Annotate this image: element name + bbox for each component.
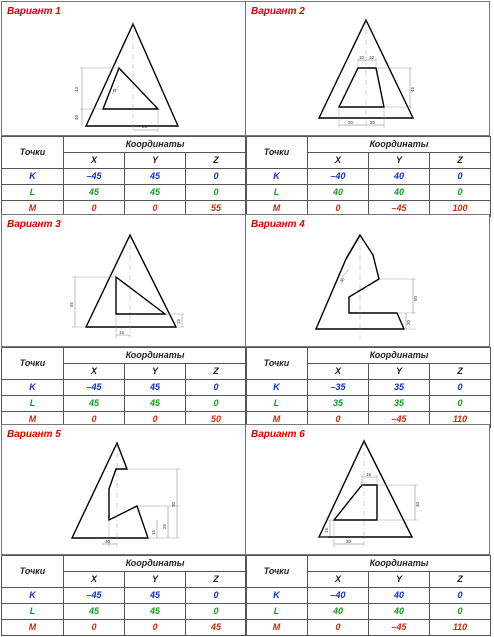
dim-10a: 10 bbox=[359, 55, 365, 60]
point-k-y: 40 bbox=[369, 169, 430, 185]
z-header: Z bbox=[430, 572, 491, 588]
point-k-x: –40 bbox=[308, 169, 369, 185]
point-l-x: 40 bbox=[308, 185, 369, 201]
dim-15b: 15 bbox=[324, 527, 329, 533]
z-header: Z bbox=[186, 153, 247, 169]
point-m-label: M bbox=[2, 201, 64, 217]
point-l-x: 45 bbox=[64, 396, 125, 412]
y-header: Y bbox=[369, 153, 430, 169]
point-k-label: K bbox=[2, 380, 64, 396]
point-l-y: 40 bbox=[369, 604, 430, 620]
points-header: Точки bbox=[246, 137, 308, 169]
outer-triangle bbox=[86, 24, 178, 126]
point-m-label: M bbox=[2, 412, 64, 428]
coords-header: Координаты bbox=[308, 348, 491, 364]
point-l-label: L bbox=[2, 396, 64, 412]
x-header: X bbox=[308, 572, 369, 588]
point-k-x: –40 bbox=[308, 588, 369, 604]
point-l-z: 0 bbox=[186, 185, 247, 201]
point-m-y: 0 bbox=[125, 412, 186, 428]
dim-30: 30 bbox=[74, 114, 79, 120]
variant-5-drawing bbox=[2, 425, 247, 556]
page bbox=[1, 1, 490, 635]
variant-2-title: Вариант 2 bbox=[251, 6, 305, 17]
dim-15b: 15 bbox=[176, 318, 181, 324]
coords-header: Координаты bbox=[64, 137, 247, 153]
x-header: X bbox=[64, 572, 125, 588]
point-m-z: 55 bbox=[186, 201, 247, 217]
dim-10b: 10 bbox=[369, 55, 375, 60]
point-l-y: 45 bbox=[125, 185, 186, 201]
outer-shape bbox=[72, 443, 148, 538]
dim-55: 55 bbox=[69, 301, 74, 307]
point-l-y: 45 bbox=[125, 604, 186, 620]
point-k-y: 35 bbox=[369, 380, 430, 396]
points-header: Точки bbox=[2, 556, 64, 588]
x-header: X bbox=[64, 153, 125, 169]
dim-20a: 20 bbox=[348, 120, 354, 125]
variant-2-coords-table bbox=[245, 136, 491, 217]
point-k-y: 40 bbox=[369, 588, 430, 604]
point-l-y: 40 bbox=[369, 185, 430, 201]
point-k-z: 0 bbox=[186, 169, 247, 185]
z-header: Z bbox=[186, 572, 247, 588]
point-k-label: K bbox=[2, 169, 64, 185]
variant-5-coords-table bbox=[1, 555, 247, 636]
y-header: Y bbox=[125, 572, 186, 588]
variant-4-drawing-cell bbox=[245, 214, 490, 347]
variant-6-coords-table bbox=[245, 555, 491, 636]
point-k-y: 45 bbox=[125, 588, 186, 604]
point-m-label: M bbox=[2, 620, 64, 636]
z-header: Z bbox=[430, 364, 491, 380]
variant-3-drawing-cell bbox=[1, 214, 246, 347]
z-header: Z bbox=[430, 153, 491, 169]
point-m-x: 0 bbox=[64, 412, 125, 428]
dim-45: 45 bbox=[410, 86, 415, 92]
point-k-x: –35 bbox=[308, 380, 369, 396]
point-l-z: 0 bbox=[430, 185, 491, 201]
coords-header: Координаты bbox=[308, 137, 491, 153]
point-m-y: –45 bbox=[369, 620, 430, 636]
coords-header: Координаты bbox=[64, 556, 247, 572]
dim-25: 25 bbox=[142, 124, 148, 129]
point-m-x: 0 bbox=[308, 201, 369, 217]
point-k-y: 45 bbox=[125, 169, 186, 185]
y-header: Y bbox=[125, 364, 186, 380]
point-m-x: 0 bbox=[308, 412, 369, 428]
point-m-z: 45 bbox=[186, 620, 247, 636]
points-header: Точки bbox=[246, 348, 308, 380]
point-m-y: –45 bbox=[369, 201, 430, 217]
point-l-label: L bbox=[246, 185, 308, 201]
point-k-label: K bbox=[246, 588, 308, 604]
point-m-y: 0 bbox=[125, 620, 186, 636]
point-l-x: 35 bbox=[308, 396, 369, 412]
point-l-y: 35 bbox=[369, 396, 430, 412]
variant-3-coords-table bbox=[1, 347, 247, 428]
dim-25: 25 bbox=[162, 523, 167, 529]
variant-4-drawing bbox=[246, 215, 491, 348]
point-k-label: K bbox=[2, 588, 64, 604]
point-k-z: 0 bbox=[186, 588, 247, 604]
point-l-label: L bbox=[2, 604, 64, 620]
point-k-z: 0 bbox=[430, 169, 491, 185]
dim-30: 30 bbox=[346, 539, 352, 544]
dim-20b: 20 bbox=[370, 120, 376, 125]
inner-triangle bbox=[116, 277, 165, 314]
coords-header: Координаты bbox=[64, 348, 247, 364]
point-m-z: 50 bbox=[186, 412, 247, 428]
outer-triangle bbox=[319, 441, 412, 537]
dim-r: R bbox=[113, 88, 117, 93]
point-m-x: 0 bbox=[64, 620, 125, 636]
point-m-label: M bbox=[246, 620, 308, 636]
point-l-z: 0 bbox=[430, 396, 491, 412]
variant-1-coords-table bbox=[1, 136, 247, 217]
variant-1-title: Вариант 1 bbox=[7, 6, 61, 17]
outer-triangle bbox=[86, 235, 176, 327]
variant-4-title: Вариант 4 bbox=[251, 219, 305, 230]
z-header: Z bbox=[186, 364, 247, 380]
point-m-z: 100 bbox=[430, 201, 491, 217]
point-k-x: –45 bbox=[64, 588, 125, 604]
point-m-label: M bbox=[246, 412, 308, 428]
point-l-x: 45 bbox=[64, 185, 125, 201]
point-k-label: K bbox=[246, 169, 308, 185]
point-m-z: 110 bbox=[430, 620, 491, 636]
point-l-y: 45 bbox=[125, 396, 186, 412]
points-header: Точки bbox=[246, 556, 308, 588]
point-m-x: 0 bbox=[64, 201, 125, 217]
coords-header: Координаты bbox=[308, 556, 491, 572]
variant-4-coords-table bbox=[245, 347, 491, 428]
point-l-label: L bbox=[246, 396, 308, 412]
variant-3-drawing bbox=[2, 215, 247, 348]
point-l-z: 0 bbox=[186, 604, 247, 620]
dim-50: 50 bbox=[413, 295, 418, 301]
point-l-label: L bbox=[246, 604, 308, 620]
x-header: X bbox=[308, 364, 369, 380]
point-l-x: 40 bbox=[308, 604, 369, 620]
variant-2-drawing-cell bbox=[245, 1, 490, 136]
point-k-label: K bbox=[246, 380, 308, 396]
dim-40: 40 bbox=[415, 501, 420, 507]
point-l-z: 0 bbox=[430, 604, 491, 620]
variant-3-title: Вариант 3 bbox=[7, 219, 61, 230]
variant-6-drawing-cell bbox=[245, 424, 490, 555]
x-header: X bbox=[308, 153, 369, 169]
dim-43: 43 bbox=[74, 86, 79, 92]
point-k-z: 0 bbox=[430, 380, 491, 396]
point-l-label: L bbox=[2, 185, 64, 201]
point-m-y: –45 bbox=[369, 412, 430, 428]
point-m-label: M bbox=[246, 201, 308, 217]
variant-2-drawing bbox=[246, 2, 491, 137]
point-l-z: 0 bbox=[186, 396, 247, 412]
point-k-x: –45 bbox=[64, 380, 125, 396]
point-k-z: 0 bbox=[430, 588, 491, 604]
dim-30b: 30 bbox=[105, 539, 111, 544]
point-k-x: –45 bbox=[64, 169, 125, 185]
point-k-z: 0 bbox=[186, 380, 247, 396]
point-m-z: 110 bbox=[430, 412, 491, 428]
point-k-y: 45 bbox=[125, 380, 186, 396]
variant-1-drawing-cell bbox=[1, 1, 246, 136]
dim-15a: 15 bbox=[366, 472, 372, 477]
variant-6-title: Вариант 6 bbox=[251, 429, 305, 440]
dim-15a: 15 bbox=[119, 330, 125, 335]
point-m-x: 0 bbox=[308, 620, 369, 636]
dim-15: 15 bbox=[151, 529, 156, 535]
dim-20: 20 bbox=[406, 319, 411, 325]
variant-5-drawing-cell bbox=[1, 424, 246, 555]
points-header: Точки bbox=[2, 348, 64, 380]
dim-30a: 30 bbox=[171, 501, 176, 507]
y-header: Y bbox=[369, 572, 430, 588]
inner-trapezoid bbox=[339, 68, 384, 107]
point-m-y: 0 bbox=[125, 201, 186, 217]
x-header: X bbox=[64, 364, 125, 380]
point-l-x: 45 bbox=[64, 604, 125, 620]
dim-30: 30 bbox=[338, 276, 346, 284]
variant-1-drawing bbox=[2, 2, 247, 137]
variant-5-title: Вариант 5 bbox=[7, 429, 61, 440]
variant-6-drawing bbox=[246, 425, 491, 556]
y-header: Y bbox=[369, 364, 430, 380]
y-header: Y bbox=[125, 153, 186, 169]
inner-triangle bbox=[103, 68, 158, 109]
points-header: Точки bbox=[2, 137, 64, 169]
